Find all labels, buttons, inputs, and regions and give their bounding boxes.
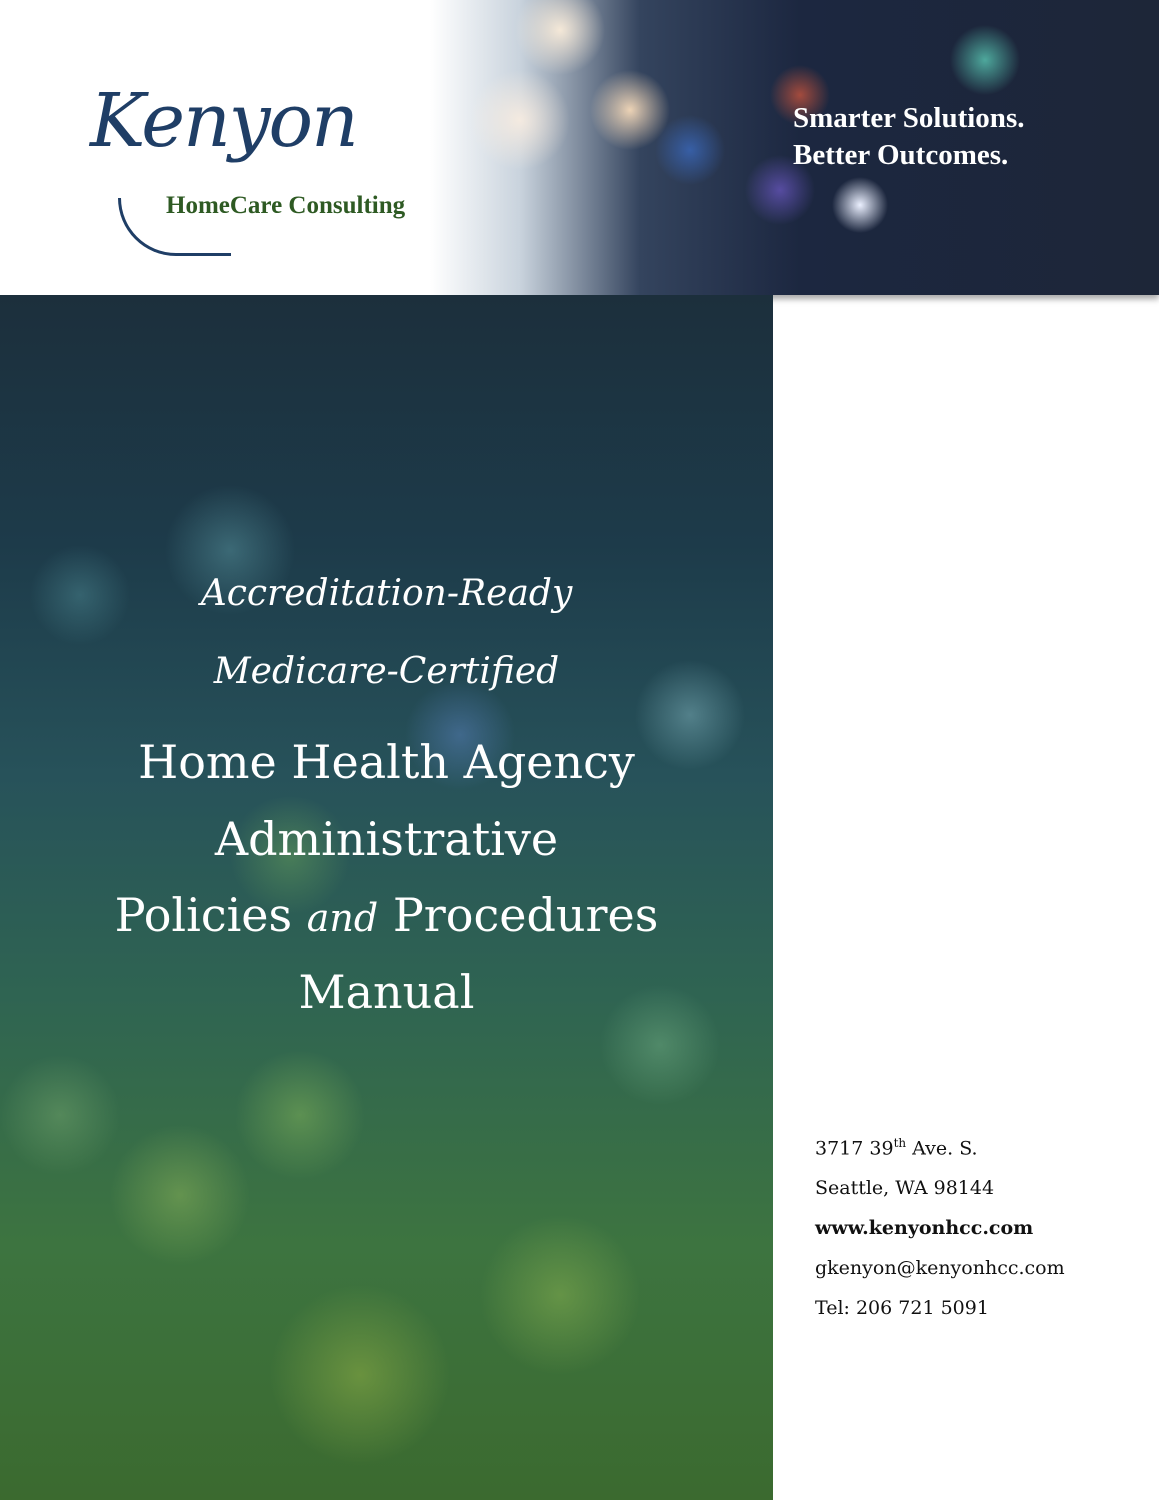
tagline-line-2: Better Outcomes.	[793, 139, 1009, 171]
cover-panel	[0, 295, 773, 1500]
contact-block	[815, 1123, 1065, 1328]
kenyon-logo	[68, 78, 448, 258]
logo-subtitle: HomeCare Consulting	[166, 192, 406, 219]
city-address: Seattle, WA 98144	[815, 1177, 995, 1200]
tagline-line-1: Smarter Solutions.	[793, 102, 1025, 134]
street-suffix: th	[893, 1136, 907, 1150]
subtitle-accreditation: Accreditation-Ready	[200, 573, 573, 614]
street-number: 3717 39	[815, 1137, 894, 1160]
title-policies: Policies	[114, 888, 293, 942]
header-banner	[0, 0, 1159, 295]
title-line-2: Administrative	[214, 812, 559, 866]
title-line-1: Home Health Agency	[138, 735, 635, 789]
tagline	[793, 100, 1024, 174]
street-rest: Ave. S.	[906, 1137, 978, 1160]
street-address	[815, 1123, 1065, 1168]
phone-number: Tel: 206 721 5091	[815, 1297, 989, 1320]
title-and: and	[306, 896, 379, 940]
email-link[interactable]: gkenyon@kenyonhcc.com	[815, 1257, 1065, 1280]
subtitle-medicare: Medicare-Certified	[213, 651, 560, 692]
title-line-4: Manual	[298, 965, 475, 1019]
website-link[interactable]: www.kenyonhcc.com	[815, 1217, 1034, 1240]
logo-name: Kenyon	[90, 78, 357, 164]
title-line-3	[0, 888, 773, 942]
title-procedures: Procedures	[392, 888, 659, 942]
